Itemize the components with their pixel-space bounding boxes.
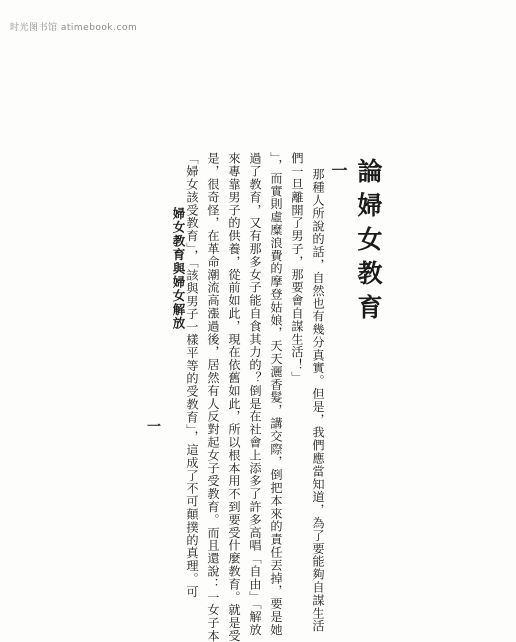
body-text: [180, 152, 325, 642]
body-line: 們一旦離開了男子，那要會自謀生活！」: [290, 152, 304, 385]
page-title: 論婦女教育: [354, 158, 383, 328]
section-number: 一: [329, 162, 348, 178]
running-head: 婦女教育與婦女解放: [171, 207, 186, 331]
body-line: 來專靠男子的供養，從前如此，現在依舊如此，所以根本用不到要受什麼教育。就是受: [227, 152, 241, 642]
body-line: 」，而實則虛糜浪費的摩登姑娘，天天灑香髮，講交際，倒把本來的責任丟掉，要是她: [269, 152, 283, 637]
body-line: 那種人所說的話，自然也有幾分真實。但是，我們應當知道，為了要能夠自謀生活: [311, 168, 325, 633]
page-number: 一: [145, 419, 161, 433]
body-line: 「婦女該受教育」，「該與男子一樣平等的受教育」，這成了不可顛撲的真理。可: [185, 152, 199, 599]
body-line: 是，很奇怪，在革命潮流高漲過後，居然有人反對起女子受教育。而且還說：一女子本: [206, 152, 220, 642]
body-line: 過了教育，又有那多女子能自食其力的？倒是在社會上添多了許多高唱「自由」「解放: [248, 152, 262, 637]
watermark: 时光图书馆 atimebook.com: [10, 23, 138, 33]
